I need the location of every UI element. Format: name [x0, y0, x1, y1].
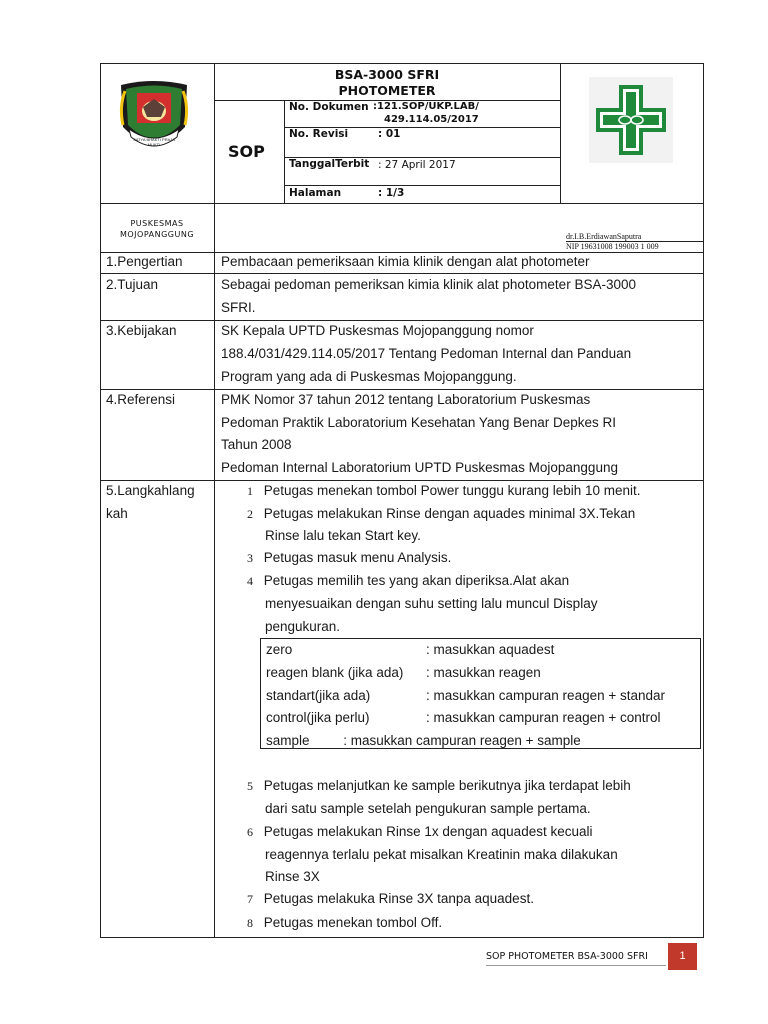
signer-name: dr.I.B.ErdiawanSaputra	[566, 232, 642, 241]
border-bottom	[100, 937, 704, 938]
step-text: Petugas menekan tombol Off.	[263, 915, 443, 930]
kebijakan-line3: Program yang ada di Puskesmas Mojopanggung.	[221, 369, 517, 384]
pengertian-text: Pembacaan pemeriksaan kimia klinik dengan alat photometer	[221, 254, 590, 269]
langkah-label-1: 5.Langkahlang	[106, 483, 195, 498]
step-number: 1	[247, 484, 253, 498]
step-text-cont: Rinse lalu tekan Start key.	[265, 528, 421, 543]
health-cross-icon	[589, 77, 673, 163]
revision-label: No. Revisi	[289, 128, 349, 140]
measure-value: : masukkan aquadest	[426, 642, 555, 657]
kebijakan-line1: SK Kepala UPTD Puskesmas Mojopanggung nomor	[221, 323, 534, 338]
step-item	[240, 546, 700, 570]
referensi-line1: PMK Nomor 37 tahun 2012 tentang Laboratorium Puskesmas	[221, 392, 591, 407]
step-text: Petugas melanjutkan ke sample berikutnya jika terdapat lebih	[263, 778, 631, 793]
footer-title: SOP PHOTOMETER BSA-3000 SFRI	[486, 951, 648, 962]
measure-value: : masukkan reagen	[426, 665, 541, 680]
date-label: TanggalTerbit	[289, 158, 370, 170]
org-name-line2: MOJOPANGGUNG	[119, 230, 195, 239]
step-item	[240, 479, 700, 503]
measure-value: : masukkan campuran reagen + standar	[426, 688, 666, 703]
step-text: Petugas melakukan Rinse 1x dengan aquadest kecuali	[263, 824, 593, 839]
step-text: Petugas melakukan Rinse dengan aquades minimal 3X.Tekan	[263, 506, 636, 521]
meta-sep3	[284, 185, 560, 186]
step-item	[240, 820, 700, 844]
measure-key: reagen blank (jika ada)	[266, 665, 404, 680]
tujuan-line1: Sebagai pedoman pemeriksan kimia klinik alat photometer BSA-3000	[221, 277, 636, 292]
referensi-label: 4.Referensi	[106, 392, 176, 407]
step-number: 2	[247, 507, 253, 521]
footer-page-badge	[668, 943, 697, 970]
step-item	[240, 774, 700, 798]
step-text-cont: pengukuran.	[265, 619, 341, 634]
measure-key: control(jika perlu)	[266, 710, 370, 725]
step-text-cont: reagennya terlalu pekat misalkan Kreatinin maka dilakukan	[265, 847, 618, 862]
signer-underline	[566, 241, 703, 242]
header-col1	[214, 63, 215, 938]
doc-no-label: No. Dokumen	[289, 101, 369, 113]
header-col-meta	[284, 100, 285, 203]
header-col2	[560, 63, 561, 203]
step-number: 3	[247, 551, 253, 565]
step-text: Petugas menekan tombol Power tunggu kurang lebih 10 menit.	[263, 483, 641, 498]
pengertian-label: 1.Pengertian	[106, 254, 183, 269]
revision-value: : 01	[378, 128, 401, 140]
border-left	[100, 63, 101, 938]
step-number: 5	[247, 779, 253, 793]
date-value: : 27 April 2017	[378, 159, 456, 171]
step-item	[240, 887, 700, 911]
sop-label: SOP	[228, 142, 265, 161]
kebijakan-label: 3.Kebijakan	[106, 323, 177, 338]
org-name-line1: PUSKESMAS	[130, 219, 184, 228]
step-item	[240, 569, 700, 593]
referensi-line3: Tahun 2008	[221, 437, 292, 452]
measure-key: zero	[266, 642, 293, 657]
langkah-label-2: kah	[106, 506, 128, 521]
step-number: 4	[247, 574, 253, 588]
page-label: Halaman	[289, 187, 342, 199]
doc-no-value-2: 429.114.05/2017	[384, 114, 479, 125]
measure-value: : masukkan campuran reagen + control	[426, 710, 661, 725]
page-value: : 1/3	[378, 187, 405, 199]
step-text-cont: dari satu sample setelah pengukuran sample pertama.	[265, 801, 591, 816]
tujuan-line2: SFRI.	[221, 300, 256, 315]
step-number: 6	[247, 825, 253, 839]
step-text-cont: menyesuaikan dengan suhu setting lalu muncul Display	[265, 596, 598, 611]
doc-title-line2: PHOTOMETER	[338, 83, 436, 98]
left-logo	[115, 77, 193, 159]
step-item	[240, 502, 700, 526]
step-item	[240, 911, 700, 935]
header-row-sep	[100, 203, 703, 204]
doc-no-value-1: :121.SOP/UKP.LAB/	[373, 101, 479, 112]
footer-rule	[486, 965, 666, 966]
border-top	[100, 63, 703, 64]
referensi-line2: Pedoman Praktik Laboratorium Kesehatan Yang Benar Depkes RI	[221, 415, 616, 430]
step-number: 7	[247, 892, 253, 906]
footer-page-number: 1	[679, 950, 686, 962]
step-number: 8	[247, 916, 253, 930]
kebijakan-line2: 188.4/031/429.114.05/2017 Tentang Pedoman Internal dan Panduan	[221, 346, 632, 361]
step-text: Petugas memilih tes yang akan diperiksa.Alat akan	[263, 573, 570, 588]
measure-key: standart(jika ada)	[266, 688, 371, 703]
tujuan-label: 2.Tujuan	[106, 277, 159, 292]
step-text: Petugas melakuka Rinse 3X tanpa aquadest.	[263, 891, 534, 906]
referensi-line4: Pedoman Internal Laboratorium UPTD Puskesmas Mojopanggung	[221, 460, 618, 475]
cross-logo	[589, 77, 673, 163]
doc-title-line1: BSA-3000 SFRI	[334, 67, 440, 82]
step-text: Petugas masuk menu Analysis.	[263, 550, 452, 565]
step-text-cont: Rinse 3X	[265, 869, 320, 884]
signer-nip: NIP 19631008 199003 1 009	[566, 242, 659, 251]
left-logo-motto: SATYA BHAKTI PRAJA MUKTI	[133, 137, 175, 147]
measure-last-row: sample : masukkan campuran reagen + sample	[266, 733, 581, 748]
